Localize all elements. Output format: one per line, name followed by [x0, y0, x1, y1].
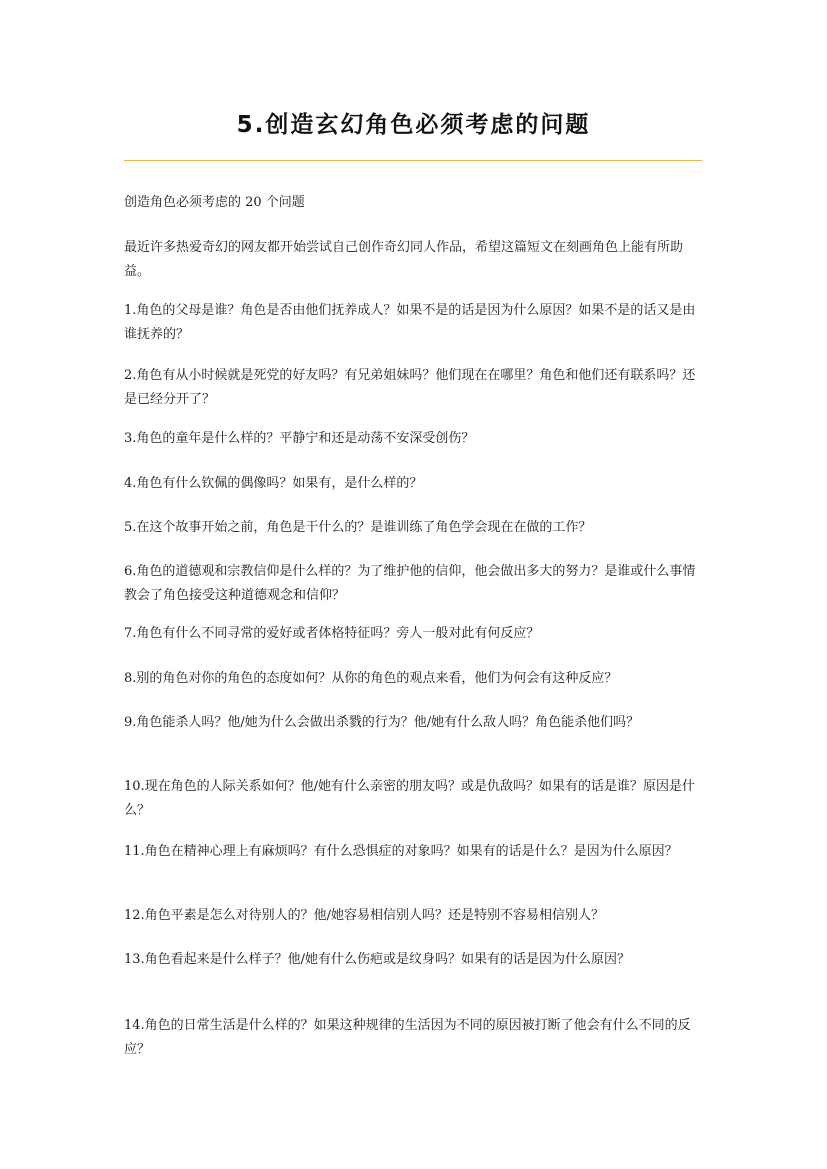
question-item-13: 13.角色看起来是什么样子？他/她有什么伤疤或是纹身吗？如果有的话是因为什么原因？	[124, 952, 631, 967]
question-item-3: 3.角色的童年是什么样的？平静宁和还是动荡不安深受创伤？	[124, 431, 475, 446]
question-item-5: 5.在这个故事开始之前，角色是干什么的？是谁训练了角色学会现在在做的工作？	[124, 520, 592, 535]
question-item-4: 4.角色有什么钦佩的偶像吗？如果有，是什么样的？	[124, 476, 423, 491]
question-item-8: 8.别的角色对你的角色的态度如何？从你的角色的观点来看，他们为何会有这种反应？	[124, 671, 618, 686]
question-item-11: 11.角色在精神心理上有麻烦吗？有什么恐惧症的对象吗？如果有的话是什么？是因为什么原因？	[124, 844, 678, 859]
intro-paragraph: 最近许多热爱奇幻的网友都开始尝试自己创作奇幻同人作品，希望这篇短文在刻画角色上能有所助益。	[124, 240, 684, 279]
question-item-14: 14.角色的日常生活是什么样的？如果这种规律的生活因为不同的原因被打断了他会有什么不同的反应？	[124, 1018, 691, 1057]
question-item-2: 2.角色有从小时候就是死党的好友吗？有兄弟姐妹吗？他们现在在哪里？角色和他们还有联系吗？还是已经分开了？	[124, 368, 696, 407]
question-item-7: 7.角色有什么不同寻常的爱好或者体格特征吗？旁人一般对此有何反应？	[124, 626, 540, 641]
document-title: 5.创造玄幻角色必须考虑的问题	[236, 112, 591, 138]
title-divider	[124, 160, 702, 161]
subtitle-paragraph: 创造角色必须考虑的 20 个问题	[124, 195, 305, 210]
question-item-10: 10.现在角色的人际关系如何？他/她有什么亲密的朋友吗？或是仇敌吗？如果有的话是谁？原因是什么？	[124, 779, 696, 818]
question-item-12: 12.角色平素是怎么对待别人的？他/她容易相信别人吗？还是特别不容易相信别人？	[124, 908, 605, 923]
question-item-6: 6.角色的道德观和宗教信仰是什么样的？为了维护他的信仰，他会做出多大的努力？是谁或什么事情教会了角色接受这种道德观念和信仰？	[124, 564, 696, 603]
question-item-9: 9.角色能杀人吗？他/她为什么会做出杀戮的行为？他/她有什么敌人吗？角色能杀他们吗？	[124, 715, 640, 730]
question-item-1: 1.角色的父母是谁？角色是否由他们抚养成人？如果不是的话是因为什么原因？如果不是的话又是由谁抚养的？	[124, 303, 696, 342]
